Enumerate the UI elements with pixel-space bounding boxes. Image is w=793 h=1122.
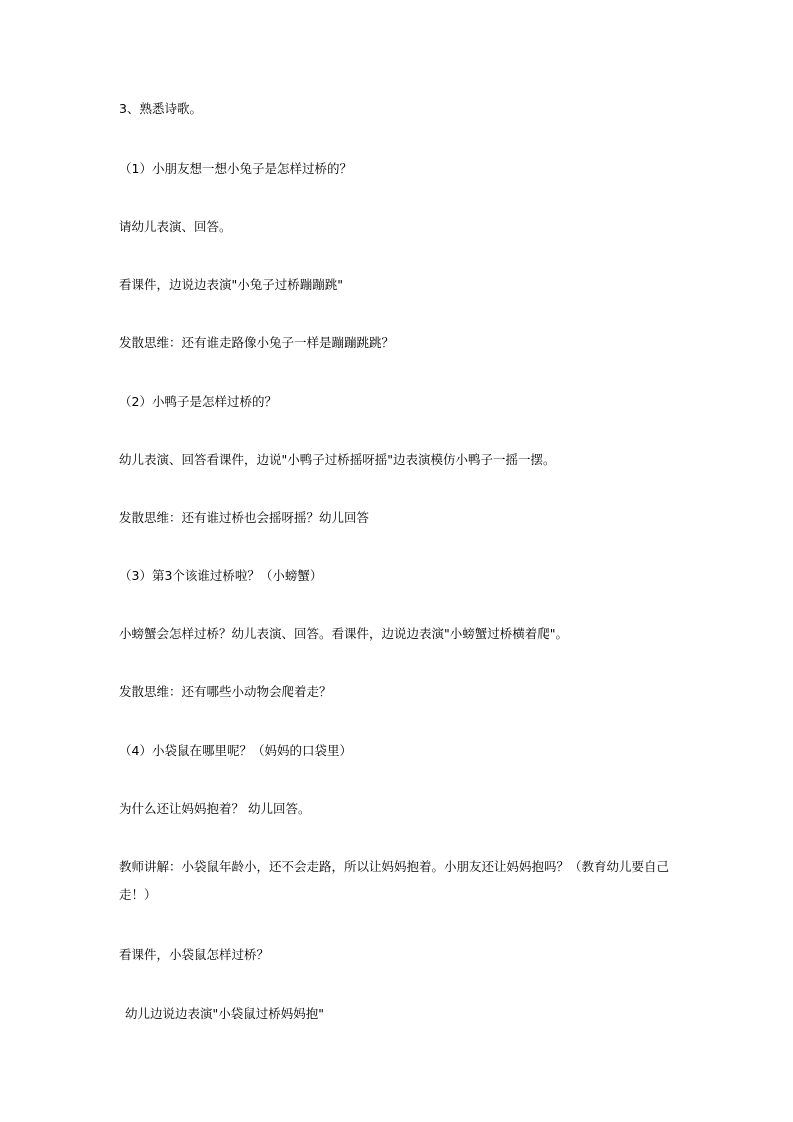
section-heading: 3、熟悉诗歌。 [119,101,202,116]
paragraph: 小螃蟹会怎样过桥？幼儿表演、回答。看课件，边说边表演"小螃蟹过桥横着爬"。 [119,626,569,641]
paragraph: 为什么还让妈妈抱着？ 幼儿回答。 [119,801,311,816]
question-1: （1）小朋友想一想小兔子是怎样过桥的？ [119,161,352,176]
paragraph: 发散思维：还有谁过桥也会摇呀摇？幼儿回答 [119,510,370,525]
paragraph: 看课件，小袋鼠怎样过桥？ [119,947,270,962]
paragraph: 看课件，边说边表演"小兔子过桥蹦蹦跳" [119,277,343,292]
paragraph: 幼儿边说边表演"小袋鼠过桥妈妈抱" [125,1006,324,1021]
question-4: （4）小袋鼠在哪里呢？（妈妈的口袋里） [119,743,352,758]
paragraph: 请幼儿表演、回答。 [119,219,232,234]
paragraph: 教师讲解：小袋鼠年龄小，还不会走路，所以让妈妈抱着。小朋友还让妈妈抱吗？（教育幼儿要自己走！） [119,859,670,902]
paragraph: 幼儿表演、回答看课件，边说"小鸭子过桥摇呀摇"边表演模仿小鸭子一摇一摆。 [119,452,556,467]
question-2: （2）小鸭子是怎样过桥的？ [119,394,277,409]
paragraph: 发散思维：还有谁走路像小兔子一样是蹦蹦跳跳？ [119,335,395,350]
paragraph: 发散思维：还有哪些小动物会爬着走？ [119,684,332,699]
question-3: （3）第3个该谁过桥啦？（小螃蟹） [119,568,323,583]
